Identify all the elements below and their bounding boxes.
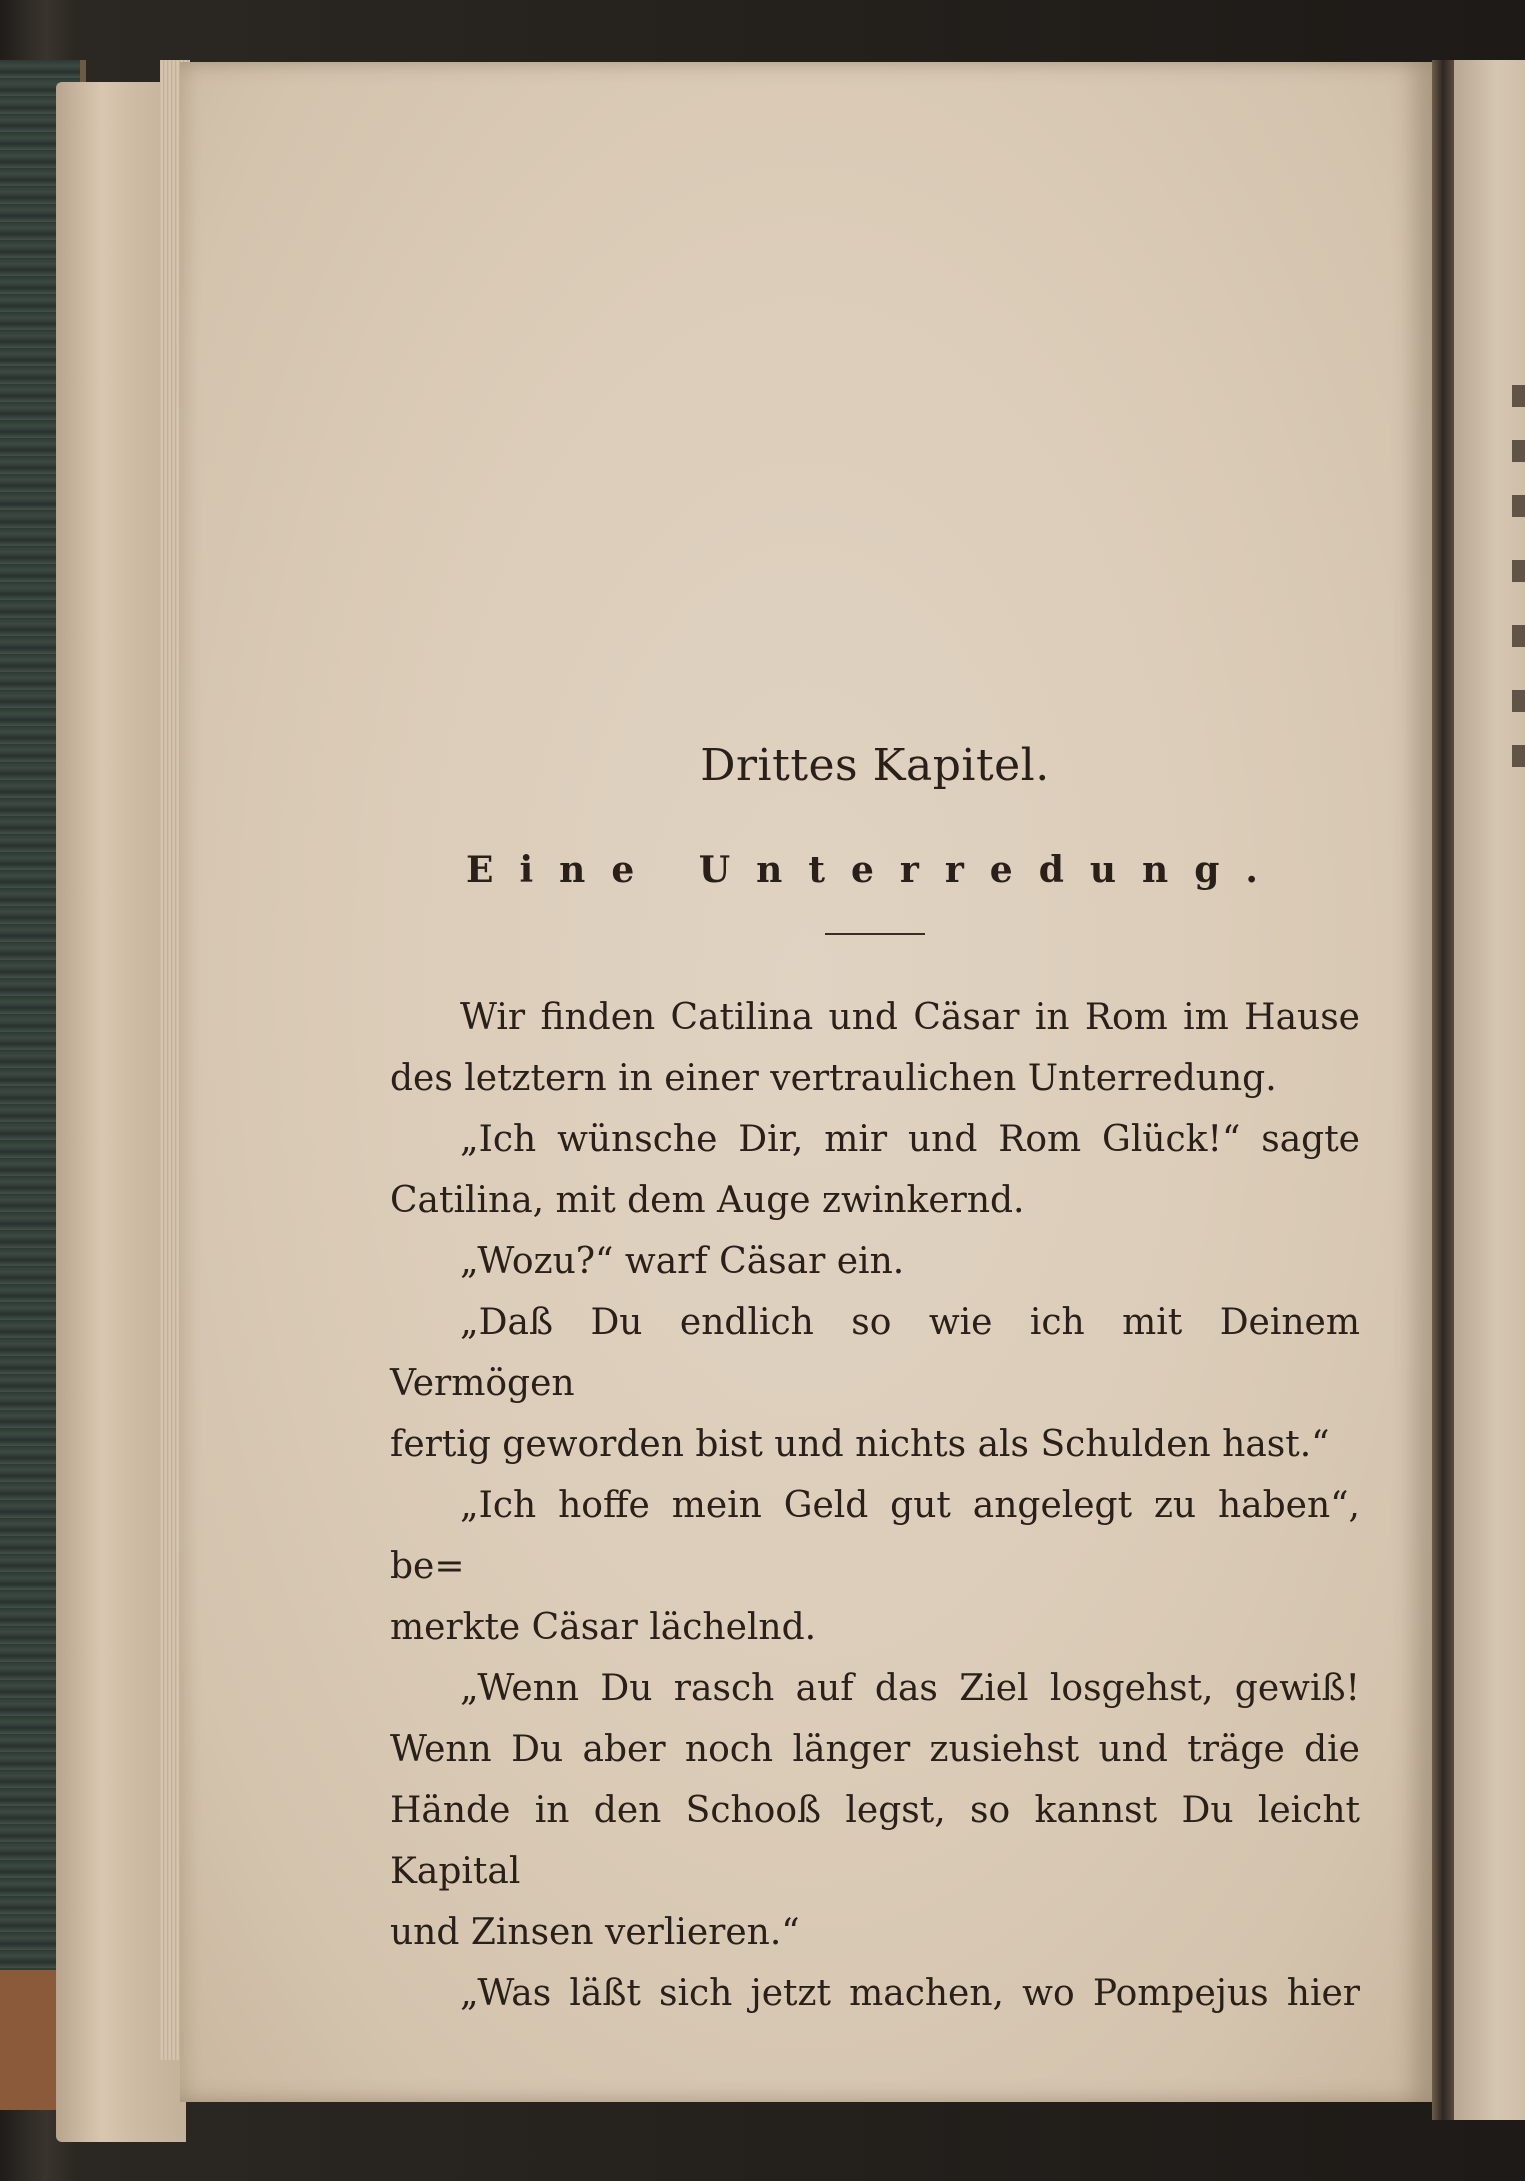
text-line: und Zinsen verlieren.“ — [390, 1912, 800, 1953]
text-line: „Daß Du endlich so wie ich mit Deinem Vermögen — [390, 1302, 1360, 1404]
text-line: „Wenn Du rasch auf das Ziel losgehst, gewiß! — [460, 1668, 1360, 1709]
text-line: Hände in den Schooß legst, so kannst Du leicht Kapital — [390, 1790, 1360, 1892]
text-line: Catilina, mit dem Auge zwinkernd. — [390, 1180, 1025, 1221]
text-line: merkte Cäsar lächelnd. — [390, 1607, 817, 1648]
facing-page-glyph — [1512, 385, 1525, 407]
text-line: „Ich wünsche Dir, mir und Rom Glück!“ sagte — [460, 1119, 1360, 1160]
facing-page-glyph — [1512, 495, 1525, 517]
text-line: „Ich hoffe mein Geld gut angelegt zu haben“, be= — [390, 1485, 1360, 1587]
page-content — [390, 740, 1360, 2024]
body-text — [390, 987, 1360, 2024]
text-line: „Wozu?“ warf Cäsar ein. — [460, 1241, 905, 1282]
facing-page-glyph — [1512, 625, 1525, 647]
text-line: Wenn Du aber noch länger zusiehst und träge die — [390, 1729, 1360, 1770]
text-line: Wir finden Catilina und Cäsar in Rom im Hause — [460, 997, 1360, 1038]
facing-page-glyph — [1512, 560, 1525, 582]
chapter-title: Drittes Kapitel. — [700, 740, 1050, 791]
section-divider — [825, 933, 925, 935]
text-line: fertig geworden bist und nichts als Schulden hast.“ — [390, 1424, 1330, 1465]
book-gutter — [1432, 60, 1454, 2120]
chapter-subtitle: Eine Unterredung. — [466, 849, 1284, 891]
facing-page-glyph — [1512, 745, 1525, 767]
text-line: des letztern in einer vertraulichen Unterredung. — [390, 1058, 1277, 1099]
facing-page — [1454, 60, 1525, 2120]
facing-page-glyph — [1512, 690, 1525, 712]
facing-page-glyph — [1512, 440, 1525, 462]
text-line: „Was läßt sich jetzt machen, wo Pompejus hier — [460, 1973, 1360, 2014]
